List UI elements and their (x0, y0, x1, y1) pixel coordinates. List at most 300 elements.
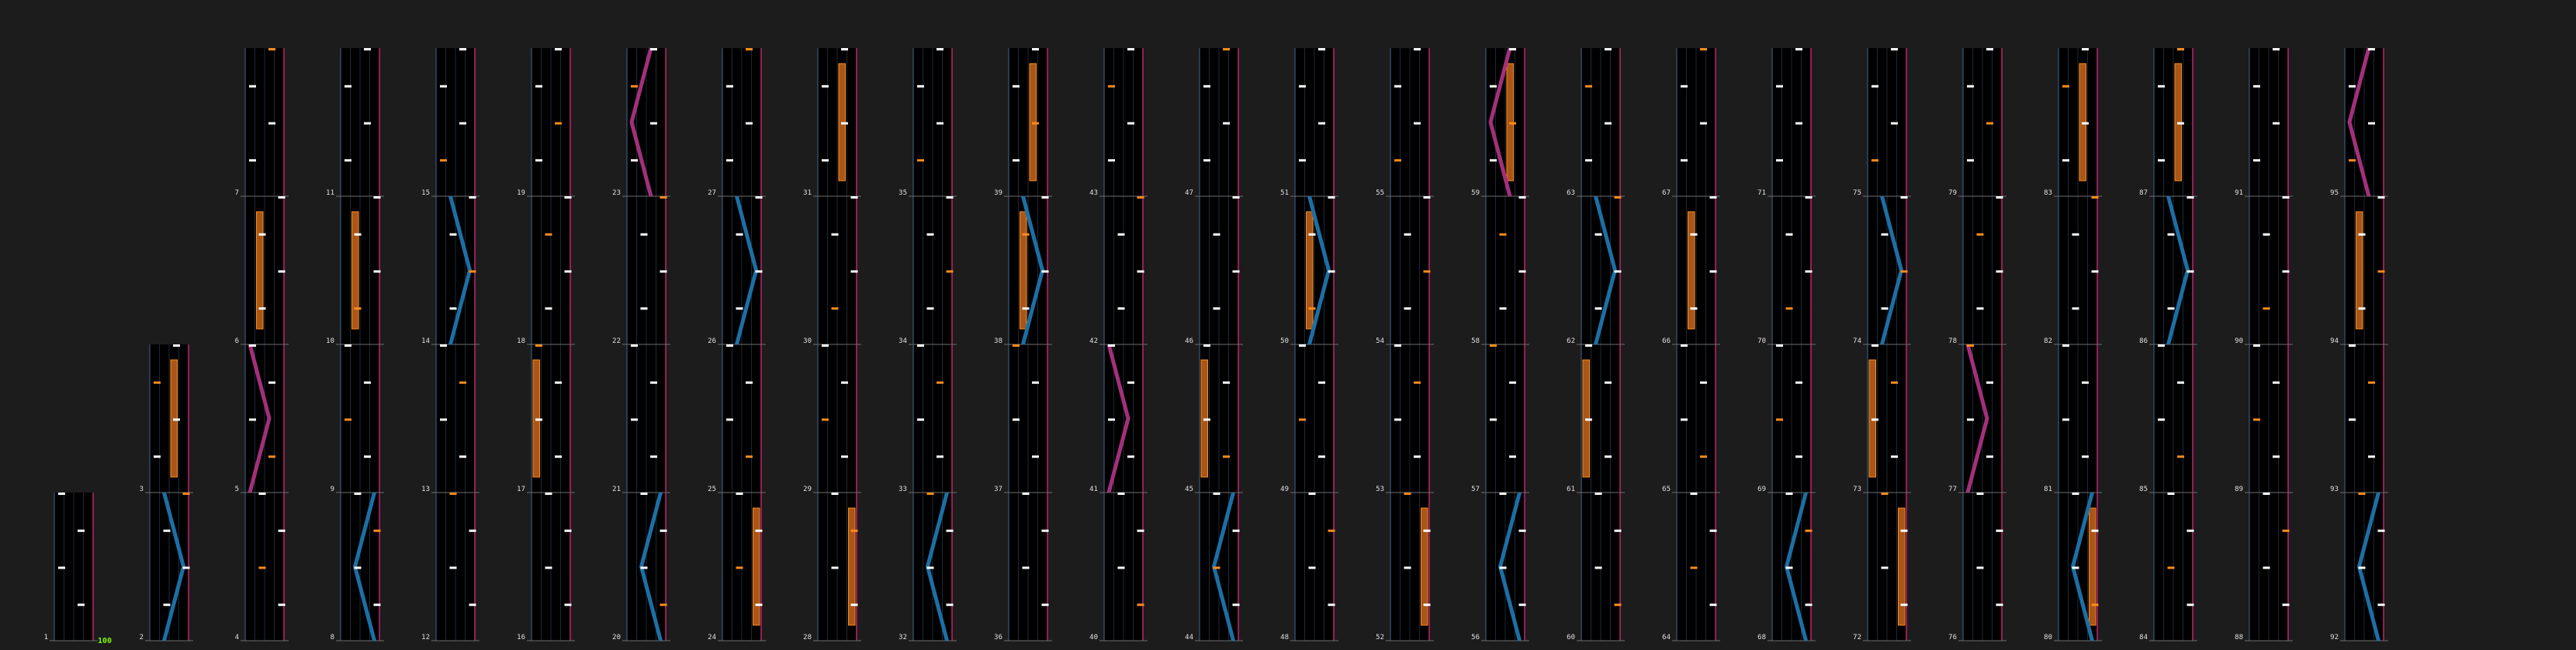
tap-note (1127, 48, 1134, 50)
measure-number: 94 (2330, 337, 2339, 345)
tap-note (1203, 85, 1210, 88)
measure-number: 80 (2044, 634, 2052, 641)
measure-number: 9 (330, 486, 334, 493)
tap-note (1233, 196, 1240, 199)
measure-number: 74 (1853, 337, 1861, 345)
measure-number: 27 (708, 189, 716, 197)
tap-note (1891, 455, 1898, 458)
tap-note (1118, 493, 1125, 495)
tap-note (555, 123, 562, 125)
tap-note (1901, 271, 1908, 273)
tap-note (660, 603, 667, 606)
tap-note (650, 382, 657, 384)
tap-note (1615, 271, 1622, 273)
tap-note (1328, 196, 1335, 199)
tap-note (2378, 530, 2385, 532)
tap-note (259, 233, 266, 236)
tap-note (1023, 307, 1030, 309)
tap-note (1795, 455, 1802, 458)
tap-note (2072, 307, 2079, 309)
measure-number: 72 (1853, 634, 1861, 641)
measure-number: 56 (1471, 634, 1480, 641)
tap-note (78, 603, 85, 606)
tap-note (1595, 567, 1602, 569)
tap-note (1585, 85, 1592, 88)
tap-note (1404, 307, 1411, 309)
tap-note (1203, 159, 1210, 161)
tap-note (1710, 196, 1717, 199)
measure-number: 57 (1471, 486, 1480, 493)
measure-number: 66 (1662, 337, 1671, 345)
combo-counter: 100 (98, 637, 113, 645)
measure-number: 88 (2235, 634, 2243, 641)
tap-note (2378, 603, 2385, 606)
tap-note (545, 493, 552, 495)
measure-number: 1 (43, 634, 48, 641)
tap-note (1615, 603, 1622, 606)
tap-note (1786, 567, 1793, 569)
tap-note (469, 196, 476, 199)
tap-note (2158, 159, 2165, 161)
tap-note (1108, 419, 1115, 421)
tap-note (1299, 85, 1306, 88)
tap-note (154, 382, 161, 384)
tap-note (259, 307, 266, 309)
tap-note (1681, 159, 1688, 161)
tap-note (1137, 530, 1144, 532)
tap-note (822, 159, 829, 161)
tap-note (1490, 344, 1497, 347)
tap-note (746, 48, 753, 50)
tap-note (1404, 233, 1411, 236)
tap-note (1691, 233, 1698, 236)
tap-note (259, 493, 266, 495)
tap-note (1967, 419, 1974, 421)
tap-note (927, 493, 934, 495)
hold-note (2090, 508, 2096, 625)
hold-note (2356, 212, 2363, 329)
measure-number: 45 (1185, 486, 1193, 493)
measure-number: 16 (517, 634, 525, 641)
tap-note (631, 419, 638, 421)
tap-note (1214, 567, 1220, 569)
tap-note (841, 123, 848, 125)
tap-note (535, 85, 542, 88)
measure-number: 51 (1280, 189, 1289, 197)
tap-note (1882, 307, 1889, 309)
tap-note (1042, 196, 1049, 199)
measure-number: 58 (1471, 337, 1480, 345)
tap-note (1710, 271, 1717, 273)
tap-note (1986, 455, 1993, 458)
tap-note (1901, 196, 1908, 199)
tap-note (555, 48, 562, 50)
tap-note (2263, 567, 2270, 569)
measure-number: 35 (898, 189, 907, 197)
tap-note (1118, 233, 1125, 236)
measure-number: 39 (994, 189, 1002, 197)
tap-note (1967, 159, 1974, 161)
tap-note (1795, 123, 1802, 125)
measure-number: 75 (1853, 189, 1861, 197)
tap-note (2283, 603, 2290, 606)
tap-note (1223, 455, 1230, 458)
tap-note (1996, 196, 2003, 199)
tap-note (345, 85, 351, 88)
tap-note (1509, 48, 1516, 50)
tap-note (1700, 123, 1707, 125)
tap-note (1509, 123, 1516, 125)
tap-note (268, 455, 275, 458)
tap-note (374, 196, 381, 199)
tap-note (279, 196, 286, 199)
tap-note (1776, 85, 1783, 88)
tap-note (1986, 123, 1993, 125)
tap-note (1806, 271, 1813, 273)
tap-note (1605, 123, 1612, 125)
tap-note (650, 455, 657, 458)
tap-note (2187, 196, 2194, 199)
hold-note (1899, 508, 1906, 625)
tap-note (1967, 85, 1974, 88)
tap-note (268, 382, 275, 384)
tap-note (1127, 123, 1134, 125)
tap-note (1223, 48, 1230, 50)
tap-note (1328, 530, 1335, 532)
tap-note (1299, 419, 1306, 421)
tap-note (2177, 455, 2184, 458)
tap-note (2177, 123, 2184, 125)
measure-number: 15 (421, 189, 430, 197)
tap-note (756, 530, 763, 532)
tap-note (756, 603, 763, 606)
tap-note (469, 603, 476, 606)
tap-note (374, 271, 381, 273)
tap-note (1118, 307, 1125, 309)
tap-note (1414, 48, 1421, 50)
tap-note (2168, 307, 2175, 309)
tap-note (746, 455, 753, 458)
tap-note (1137, 271, 1144, 273)
tap-note (1700, 48, 1707, 50)
tap-note (345, 419, 351, 421)
measure-number: 10 (326, 337, 334, 345)
tap-note (2187, 530, 2194, 532)
measure-number: 7 (234, 189, 239, 197)
tap-note (851, 196, 858, 199)
measure-number: 50 (1280, 337, 1289, 345)
tap-note (1414, 455, 1421, 458)
tap-note (440, 85, 447, 88)
hold-note (849, 508, 856, 625)
tap-note (641, 567, 648, 569)
tap-note (1032, 123, 1039, 125)
measure-number: 91 (2235, 189, 2243, 197)
tap-note (78, 530, 85, 532)
tap-note (650, 123, 657, 125)
measure-number: 30 (803, 337, 812, 345)
tap-note (1318, 382, 1325, 384)
tap-note (2349, 419, 2356, 421)
tap-note (756, 196, 763, 199)
tap-note (1108, 85, 1115, 88)
measure-number: 93 (2330, 486, 2339, 493)
tap-note (937, 382, 943, 384)
tap-note (736, 307, 743, 309)
tap-note (631, 344, 638, 347)
tap-note (469, 271, 476, 273)
hold-note (257, 212, 264, 329)
tap-note (1585, 159, 1592, 161)
tap-note (1214, 233, 1220, 236)
tap-note (1595, 307, 1602, 309)
tap-note (1977, 233, 1984, 236)
tap-note (1710, 603, 1717, 606)
tap-note (2168, 233, 2175, 236)
tap-note (1233, 603, 1240, 606)
measure-number: 26 (708, 337, 716, 345)
tap-note (726, 85, 733, 88)
tap-note (374, 603, 381, 606)
tap-note (1871, 85, 1878, 88)
tap-note (1042, 603, 1049, 606)
hold-note (1421, 508, 1428, 625)
tap-note (841, 382, 848, 384)
measure-number: 76 (1948, 634, 1957, 641)
tap-note (1318, 455, 1325, 458)
hold-note (1307, 212, 1314, 329)
measure-number: 4 (234, 634, 239, 641)
tap-note (1871, 419, 1878, 421)
tap-note (1882, 493, 1889, 495)
tap-note (1414, 382, 1421, 384)
tap-note (2177, 48, 2184, 50)
tap-note (1032, 382, 1039, 384)
tap-note (345, 159, 351, 161)
tap-note (1414, 123, 1421, 125)
tap-note (927, 233, 934, 236)
tap-note (1404, 493, 1411, 495)
tap-note (164, 530, 171, 532)
measure-number: 71 (1757, 189, 1766, 197)
tap-note (2253, 344, 2260, 347)
tap-note (641, 493, 648, 495)
tap-note (279, 271, 286, 273)
tap-note (2368, 455, 2375, 458)
tap-note (1318, 123, 1325, 125)
tap-note (1776, 159, 1783, 161)
hold-note (1688, 212, 1695, 329)
measure-number: 17 (517, 486, 525, 493)
tap-note (364, 382, 371, 384)
tap-note (249, 159, 256, 161)
tap-note (249, 85, 256, 88)
tap-note (1309, 567, 1316, 569)
measure-number: 34 (898, 337, 907, 345)
tap-note (660, 271, 667, 273)
tap-note (450, 233, 457, 236)
tap-note (2187, 271, 2194, 273)
tap-note (1424, 530, 1431, 532)
tap-note (2359, 233, 2366, 236)
tap-note (2253, 419, 2260, 421)
tap-note (1986, 382, 1993, 384)
tap-note (1328, 603, 1335, 606)
tap-note (1691, 493, 1698, 495)
tap-note (917, 419, 924, 421)
measure-number: 81 (2044, 486, 2052, 493)
tap-note (1691, 567, 1698, 569)
tap-note (822, 85, 829, 88)
tap-note (641, 233, 648, 236)
tap-note (535, 344, 542, 347)
tap-note (1585, 419, 1592, 421)
measure-number: 86 (2139, 337, 2148, 345)
hold-note (753, 508, 760, 625)
tap-note (832, 493, 839, 495)
measure-number: 83 (2044, 189, 2052, 197)
tap-note (1891, 382, 1898, 384)
tap-note (746, 123, 753, 125)
tap-note (851, 530, 858, 532)
tap-note (459, 123, 466, 125)
measure-number: 65 (1662, 486, 1671, 493)
tap-note (1806, 196, 1813, 199)
tap-note (173, 344, 180, 347)
tap-note (1500, 307, 1507, 309)
tap-note (355, 233, 362, 236)
measure-number: 68 (1757, 634, 1766, 641)
measure-number: 24 (708, 634, 716, 641)
tap-note (726, 344, 733, 347)
tap-note (1108, 344, 1115, 347)
tap-note (2158, 344, 2165, 347)
measure-number: 38 (994, 337, 1002, 345)
tap-note (2062, 344, 2069, 347)
tap-note (268, 48, 275, 50)
tap-note (450, 307, 457, 309)
tap-note (1203, 419, 1210, 421)
tap-note (249, 344, 256, 347)
tap-note (947, 271, 954, 273)
tap-note (268, 123, 275, 125)
tap-note (1127, 455, 1134, 458)
measure-number: 89 (2235, 486, 2243, 493)
measure-number: 44 (1185, 634, 1193, 641)
tap-note (440, 419, 447, 421)
hold-note (352, 212, 359, 329)
tap-note (2177, 382, 2184, 384)
tap-note (259, 567, 266, 569)
measure-number: 21 (612, 486, 621, 493)
tap-note (1013, 159, 1020, 161)
tap-note (1233, 271, 1240, 273)
measure-number: 20 (612, 634, 621, 641)
tap-note (1605, 455, 1612, 458)
tap-note (917, 344, 924, 347)
tap-note (1223, 382, 1230, 384)
tap-note (947, 530, 954, 532)
tap-note (650, 48, 657, 50)
tap-note (1882, 233, 1889, 236)
tap-note (1986, 48, 1993, 50)
measure-number: 31 (803, 189, 812, 197)
measure-number: 79 (1948, 189, 1957, 197)
tap-note (1977, 307, 1984, 309)
tap-note (2349, 344, 2356, 347)
measure-number: 52 (1376, 634, 1384, 641)
tap-note (2283, 271, 2290, 273)
measure-number: 78 (1948, 337, 1957, 345)
measure-number: 32 (898, 634, 907, 641)
tap-note (726, 159, 733, 161)
measure-number: 59 (1471, 189, 1480, 197)
tap-note (183, 567, 190, 569)
measure-number: 73 (1853, 486, 1861, 493)
tap-note (2263, 493, 2270, 495)
measure-number: 25 (708, 486, 716, 493)
measure-number: 19 (517, 189, 525, 197)
tap-note (917, 159, 924, 161)
tap-note (2062, 419, 2069, 421)
tap-note (1882, 567, 1889, 569)
tap-note (545, 307, 552, 309)
tap-note (851, 603, 858, 606)
tap-note (1691, 307, 1698, 309)
tap-note (1013, 344, 1020, 347)
tap-note (565, 603, 572, 606)
measure-number: 77 (1948, 486, 1957, 493)
measure-number: 84 (2139, 634, 2148, 641)
tap-note (2072, 567, 2079, 569)
tap-note (1309, 307, 1316, 309)
measure-number: 5 (234, 486, 239, 493)
tap-note (1595, 493, 1602, 495)
tap-note (2168, 567, 2175, 569)
measure-number: 43 (1089, 189, 1098, 197)
measure-number: 33 (898, 486, 907, 493)
tap-note (841, 455, 848, 458)
tap-note (1786, 307, 1793, 309)
hold-notes (171, 64, 2363, 625)
tap-note (1891, 123, 1898, 125)
tap-note (937, 455, 943, 458)
measure-number: 2 (139, 634, 144, 641)
tap-note (2368, 382, 2375, 384)
tap-note (1013, 85, 1020, 88)
tap-note (1806, 530, 1813, 532)
tap-note (736, 233, 743, 236)
tap-note (1309, 493, 1316, 495)
tap-note (459, 455, 466, 458)
tap-note (1214, 307, 1220, 309)
tap-note (746, 382, 753, 384)
tap-note (279, 530, 286, 532)
tap-note (927, 567, 934, 569)
tap-note (1203, 344, 1210, 347)
tap-note (1404, 567, 1411, 569)
tap-note (1490, 159, 1497, 161)
tap-note (1977, 567, 1984, 569)
tap-note (565, 530, 572, 532)
tap-note (1328, 271, 1335, 273)
measure-number: 90 (2235, 337, 2243, 345)
tap-note (355, 493, 362, 495)
tap-note (2283, 530, 2290, 532)
tap-note (1776, 344, 1783, 347)
tap-note (1776, 419, 1783, 421)
tap-note (2082, 48, 2089, 50)
